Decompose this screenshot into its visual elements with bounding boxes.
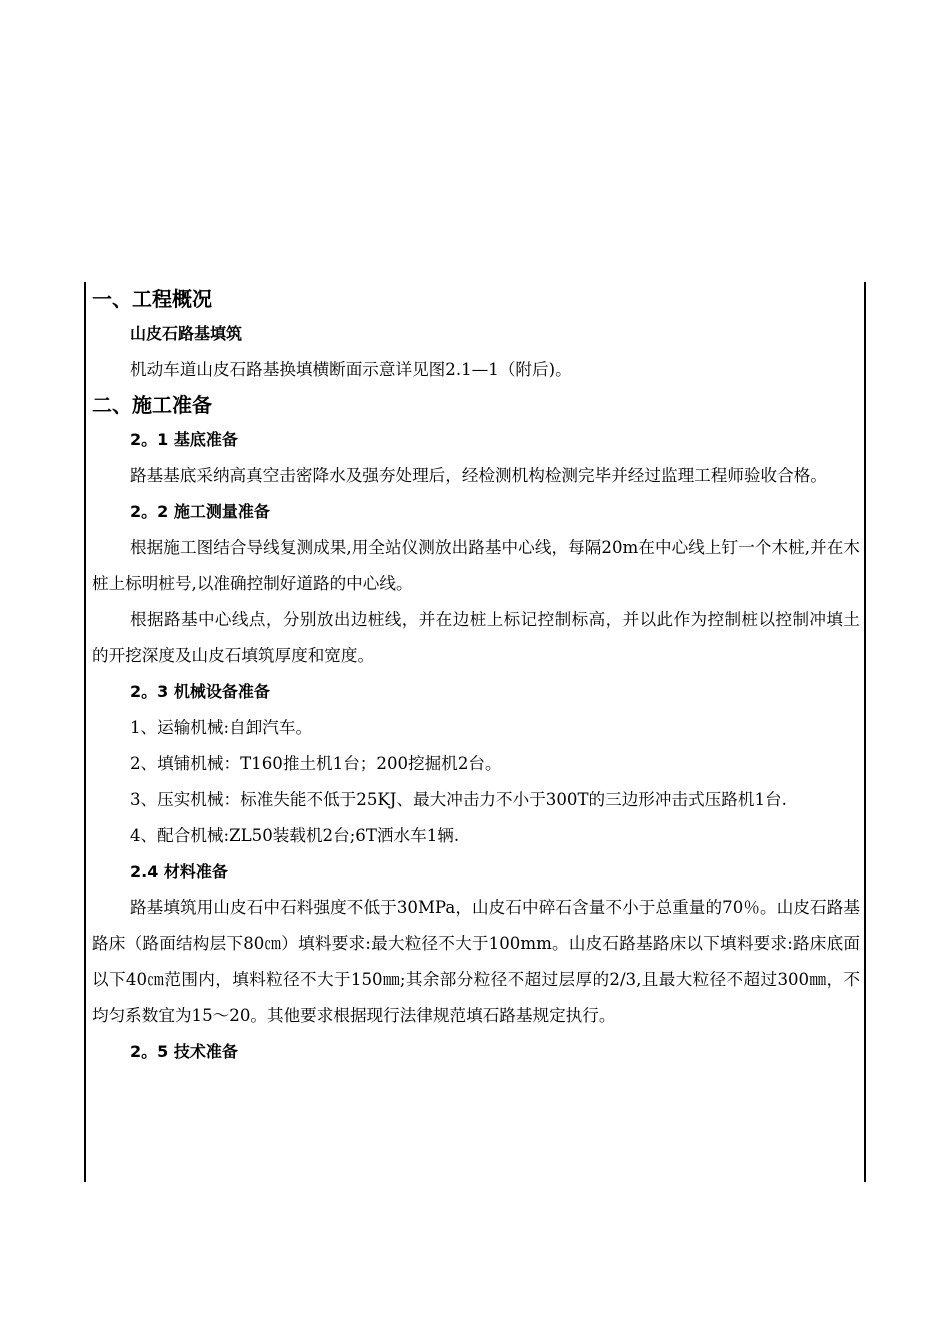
paragraph-survey-1: 根据施工图结合导线复测成果,用全站仪测放出路基中心线，每隔20m在中心线上钉一个木桩,并在木桩上标明桩号,以准确控制好道路的中心线。 <box>92 538 860 593</box>
subheading-technical-prep: 2。5 技术准备 <box>130 1042 238 1061</box>
document-body <box>92 282 860 1070</box>
list-item-equipment-3: 3、压实机械：标准失能不低于25KJ、最大冲击力不小于300T的三边形冲击式压路机1台. <box>130 790 787 809</box>
section-heading-project-overview: 一、工程概况 <box>92 287 212 311</box>
subheading-rock-fill: 山皮石路基填筑 <box>130 324 243 343</box>
subheading-survey-prep: 2。2 施工测量准备 <box>130 502 270 521</box>
list-item-equipment-2: 2、填铺机械：T160推土机1台；200挖掘机2台。 <box>130 754 502 773</box>
subheading-base-prep: 2。1 基底准备 <box>130 430 238 449</box>
paragraph-base-prep: 路基基底采纳高真空击密降水及强夯处理后，经检测机构检测完毕并经过监理工程师验收合格。 <box>130 466 827 485</box>
paragraph-survey-2: 根据路基中心线点，分别放出边桩线，并在边桩上标记控制标高，并以此作为控制桩以控制冲填土的开挖深度及山皮石填筑厚度和宽度。 <box>92 610 860 665</box>
list-item-equipment-4: 4、配合机械:ZL50装载机2台;6T洒水车1辆. <box>130 826 460 845</box>
paragraph-material: 路基填筑用山皮石中石料强度不低于30MPa，山皮石中碎石含量不小于总重量的70％。山皮石路基路床（路面结构层下80㎝）填料要求:最大粒径不大于100mm。山皮石路基路床以下填料要求:路床底面以下40㎝范围内，填料粒径不大于150㎜;其余部分粒径不超过层厚的2/3,且最大粒径不超过300㎜，不均匀系数宜为15～20。其他要求根据现行法律规范填石路基规定执行。 <box>92 898 860 1025</box>
subheading-equipment-prep: 2。3 机械设备准备 <box>130 682 270 701</box>
paragraph-overview: 机动车道山皮石路基换填横断面示意详见图2.1—1（附后)。 <box>130 360 572 379</box>
subheading-material-prep: 2.4 材料准备 <box>130 862 228 881</box>
section-heading-construction-prep: 二、施工准备 <box>92 393 212 417</box>
list-item-equipment-1: 1、运输机械:自卸汽车。 <box>130 718 313 737</box>
